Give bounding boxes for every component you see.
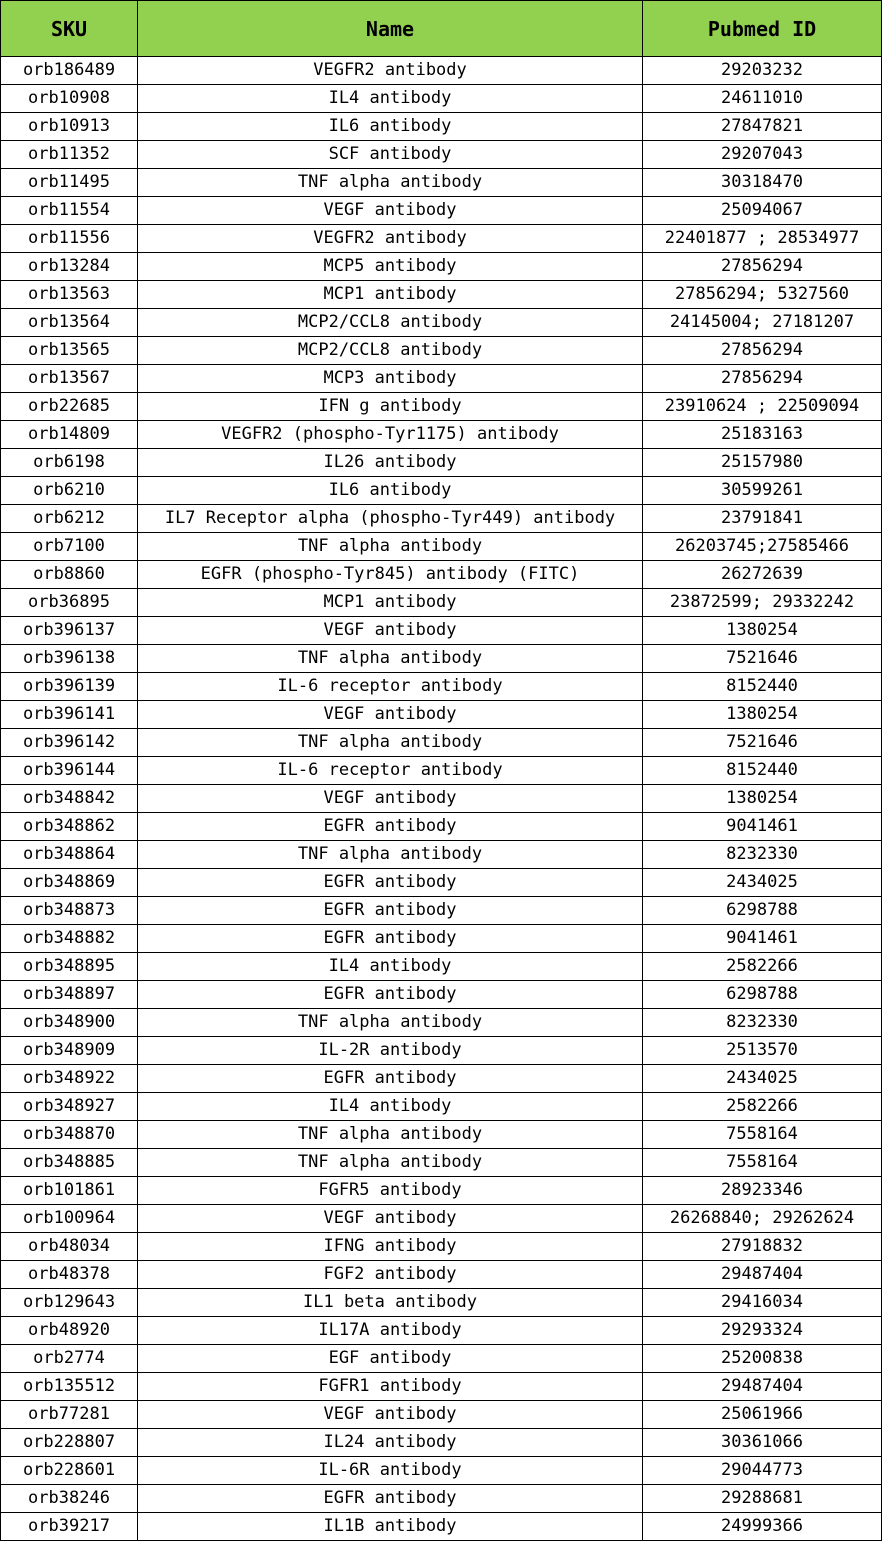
- name-cell: TNF alpha antibody: [138, 1149, 643, 1177]
- pubmed-id-cell: 25061966: [643, 1401, 882, 1429]
- pubmed-id-cell: 8232330: [643, 841, 882, 869]
- sku-cell: orb39217: [1, 1513, 138, 1541]
- table-row: [1, 1149, 882, 1177]
- sku-cell: orb186489: [1, 57, 138, 85]
- sku-cell: orb22685: [1, 393, 138, 421]
- pubmed-id-cell: 8152440: [643, 757, 882, 785]
- pubmed-id-cell: 30361066: [643, 1429, 882, 1457]
- sku-cell: orb348927: [1, 1093, 138, 1121]
- table-row: [1, 1177, 882, 1205]
- pubmed-id-cell: 29416034: [643, 1289, 882, 1317]
- table-row: [1, 981, 882, 1009]
- name-cell: EGF antibody: [138, 1345, 643, 1373]
- name-cell: MCP2/CCL8 antibody: [138, 337, 643, 365]
- sku-cell: orb396137: [1, 617, 138, 645]
- name-cell: IL7 Receptor alpha (phospho-Tyr449) antibody: [138, 505, 643, 533]
- name-cell: EGFR (phospho-Tyr845) antibody (FITC): [138, 561, 643, 589]
- pubmed-id-cell: 2513570: [643, 1037, 882, 1065]
- table-row: [1, 1009, 882, 1037]
- name-cell: SCF antibody: [138, 141, 643, 169]
- sku-cell: orb396142: [1, 729, 138, 757]
- sku-cell: orb396139: [1, 673, 138, 701]
- table-row: [1, 253, 882, 281]
- sku-cell: orb11554: [1, 197, 138, 225]
- name-cell: EGFR antibody: [138, 981, 643, 1009]
- sku-cell: orb135512: [1, 1373, 138, 1401]
- sku-cell: orb2774: [1, 1345, 138, 1373]
- table-row: [1, 897, 882, 925]
- sku-cell: orb6198: [1, 449, 138, 477]
- sku-cell: orb11556: [1, 225, 138, 253]
- table-row: [1, 925, 882, 953]
- name-cell: VEGFR2 antibody: [138, 225, 643, 253]
- pubmed-id-cell: 28923346: [643, 1177, 882, 1205]
- name-cell: IL6 antibody: [138, 113, 643, 141]
- name-cell: EGFR antibody: [138, 897, 643, 925]
- name-cell: IL4 antibody: [138, 1093, 643, 1121]
- name-cell: IFN g antibody: [138, 393, 643, 421]
- sku-cell: orb228807: [1, 1429, 138, 1457]
- name-cell: VEGF antibody: [138, 197, 643, 225]
- name-cell: IL26 antibody: [138, 449, 643, 477]
- sku-cell: orb48920: [1, 1317, 138, 1345]
- pubmed-id-cell: 24999366: [643, 1513, 882, 1541]
- pubmed-id-cell: 29044773: [643, 1457, 882, 1485]
- name-cell: VEGFR2 antibody: [138, 57, 643, 85]
- sku-cell: orb348882: [1, 925, 138, 953]
- sku-cell: orb348873: [1, 897, 138, 925]
- name-cell: MCP3 antibody: [138, 365, 643, 393]
- name-cell: VEGF antibody: [138, 617, 643, 645]
- name-cell: EGFR antibody: [138, 925, 643, 953]
- pubmed-id-cell: 2434025: [643, 1065, 882, 1093]
- pubmed-id-cell: 30599261: [643, 477, 882, 505]
- table-row: [1, 477, 882, 505]
- table-header: [1, 1, 882, 57]
- sku-cell: orb36895: [1, 589, 138, 617]
- table-row: [1, 841, 882, 869]
- sku-cell: orb396138: [1, 645, 138, 673]
- table-row: [1, 1429, 882, 1457]
- sku-cell: orb13284: [1, 253, 138, 281]
- name-cell: IL24 antibody: [138, 1429, 643, 1457]
- name-cell: IL1 beta antibody: [138, 1289, 643, 1317]
- table-row: [1, 197, 882, 225]
- sku-cell: orb348897: [1, 981, 138, 1009]
- table-row: [1, 85, 882, 113]
- pubmed-id-cell: 26268840; 29262624: [643, 1205, 882, 1233]
- pubmed-id-cell: 7558164: [643, 1121, 882, 1149]
- sku-cell: orb14809: [1, 421, 138, 449]
- sku-cell: orb6210: [1, 477, 138, 505]
- sku-cell: orb396141: [1, 701, 138, 729]
- pubmed-id-cell: 27856294: [643, 253, 882, 281]
- table-row: [1, 1457, 882, 1485]
- sku-cell: orb348842: [1, 785, 138, 813]
- table-row: [1, 1093, 882, 1121]
- table-row: [1, 729, 882, 757]
- pubmed-id-cell: 23791841: [643, 505, 882, 533]
- table-row: [1, 309, 882, 337]
- pubmed-id-cell: 8232330: [643, 1009, 882, 1037]
- table-row: [1, 589, 882, 617]
- pubmed-id-cell: 29487404: [643, 1261, 882, 1289]
- name-cell: TNF alpha antibody: [138, 841, 643, 869]
- sku-cell: orb10908: [1, 85, 138, 113]
- name-cell: VEGF antibody: [138, 1205, 643, 1233]
- name-cell: EGFR antibody: [138, 869, 643, 897]
- table-row: [1, 449, 882, 477]
- header-name: Name: [138, 1, 643, 57]
- sku-cell: orb13565: [1, 337, 138, 365]
- name-cell: IL-6 receptor antibody: [138, 673, 643, 701]
- sku-cell: orb348885: [1, 1149, 138, 1177]
- name-cell: VEGF antibody: [138, 701, 643, 729]
- table-row: [1, 645, 882, 673]
- table-row: [1, 225, 882, 253]
- sku-cell: orb11495: [1, 169, 138, 197]
- sku-cell: orb348870: [1, 1121, 138, 1149]
- sku-cell: orb6212: [1, 505, 138, 533]
- sku-cell: orb48378: [1, 1261, 138, 1289]
- table-body: [1, 57, 882, 1541]
- pubmed-id-cell: 1380254: [643, 785, 882, 813]
- sku-cell: orb7100: [1, 533, 138, 561]
- pubmed-id-cell: 24611010: [643, 85, 882, 113]
- table-row: [1, 113, 882, 141]
- pubmed-id-cell: 27856294: [643, 365, 882, 393]
- name-cell: IL4 antibody: [138, 85, 643, 113]
- name-cell: EGFR antibody: [138, 1485, 643, 1513]
- sku-cell: orb11352: [1, 141, 138, 169]
- pubmed-id-cell: 22401877 ; 28534977: [643, 225, 882, 253]
- pubmed-id-cell: 9041461: [643, 925, 882, 953]
- pubmed-id-cell: 25200838: [643, 1345, 882, 1373]
- name-cell: FGF2 antibody: [138, 1261, 643, 1289]
- name-cell: IL6 antibody: [138, 477, 643, 505]
- pubmed-id-cell: 23910624 ; 22509094: [643, 393, 882, 421]
- header-sku: SKU: [1, 1, 138, 57]
- pubmed-id-cell: 7521646: [643, 729, 882, 757]
- pubmed-id-cell: 2434025: [643, 869, 882, 897]
- table-row: [1, 1485, 882, 1513]
- pubmed-id-cell: 2582266: [643, 953, 882, 981]
- sku-cell: orb13563: [1, 281, 138, 309]
- sku-cell: orb129643: [1, 1289, 138, 1317]
- name-cell: TNF alpha antibody: [138, 1009, 643, 1037]
- name-cell: VEGFR2 (phospho-Tyr1175) antibody: [138, 421, 643, 449]
- table-row: [1, 673, 882, 701]
- name-cell: EGFR antibody: [138, 813, 643, 841]
- name-cell: IL1B antibody: [138, 1513, 643, 1541]
- table-row: [1, 617, 882, 645]
- name-cell: MCP5 antibody: [138, 253, 643, 281]
- table-row: [1, 421, 882, 449]
- name-cell: IL-6 receptor antibody: [138, 757, 643, 785]
- sku-cell: orb348900: [1, 1009, 138, 1037]
- name-cell: FGFR5 antibody: [138, 1177, 643, 1205]
- name-cell: TNF alpha antibody: [138, 1121, 643, 1149]
- sku-cell: orb13564: [1, 309, 138, 337]
- sku-cell: orb348864: [1, 841, 138, 869]
- pubmed-id-cell: 26203745;27585466: [643, 533, 882, 561]
- sku-cell: orb8860: [1, 561, 138, 589]
- pubmed-id-cell: 8152440: [643, 673, 882, 701]
- name-cell: TNF alpha antibody: [138, 645, 643, 673]
- pubmed-id-cell: 7521646: [643, 645, 882, 673]
- name-cell: IL17A antibody: [138, 1317, 643, 1345]
- pubmed-id-cell: 25183163: [643, 421, 882, 449]
- sku-cell: orb13567: [1, 365, 138, 393]
- table-row: [1, 701, 882, 729]
- pubmed-id-cell: 27918832: [643, 1233, 882, 1261]
- name-cell: FGFR1 antibody: [138, 1373, 643, 1401]
- name-cell: VEGF antibody: [138, 785, 643, 813]
- table-row: [1, 505, 882, 533]
- sku-cell: orb101861: [1, 1177, 138, 1205]
- pubmed-id-cell: 25157980: [643, 449, 882, 477]
- table-row: [1, 141, 882, 169]
- table-row: [1, 1261, 882, 1289]
- table-row: [1, 1513, 882, 1541]
- table-row: [1, 1317, 882, 1345]
- table-row: [1, 1121, 882, 1149]
- table-row: [1, 1345, 882, 1373]
- pubmed-id-cell: 30318470: [643, 169, 882, 197]
- table-row: [1, 1065, 882, 1093]
- header-pubmed-id: Pubmed ID: [643, 1, 882, 57]
- name-cell: IL-2R antibody: [138, 1037, 643, 1065]
- name-cell: VEGF antibody: [138, 1401, 643, 1429]
- table-row: [1, 281, 882, 309]
- pubmed-id-cell: 26272639: [643, 561, 882, 589]
- name-cell: IL4 antibody: [138, 953, 643, 981]
- name-cell: MCP1 antibody: [138, 589, 643, 617]
- name-cell: TNF alpha antibody: [138, 169, 643, 197]
- table-row: [1, 337, 882, 365]
- table-row: [1, 169, 882, 197]
- table-row: [1, 1205, 882, 1233]
- name-cell: TNF alpha antibody: [138, 729, 643, 757]
- table-row: [1, 57, 882, 85]
- pubmed-id-cell: 9041461: [643, 813, 882, 841]
- sku-cell: orb10913: [1, 113, 138, 141]
- sku-cell: orb228601: [1, 1457, 138, 1485]
- table-row: [1, 1233, 882, 1261]
- sku-cell: orb348862: [1, 813, 138, 841]
- table-row: [1, 869, 882, 897]
- name-cell: EGFR antibody: [138, 1065, 643, 1093]
- pubmed-id-cell: 25094067: [643, 197, 882, 225]
- pubmed-id-cell: 1380254: [643, 701, 882, 729]
- pubmed-id-cell: 27856294; 5327560: [643, 281, 882, 309]
- name-cell: IL-6R antibody: [138, 1457, 643, 1485]
- pubmed-id-cell: 29288681: [643, 1485, 882, 1513]
- name-cell: MCP2/CCL8 antibody: [138, 309, 643, 337]
- table-row: [1, 365, 882, 393]
- table-row: [1, 533, 882, 561]
- header-row: [1, 1, 882, 57]
- table-row: [1, 785, 882, 813]
- pubmed-id-cell: 29487404: [643, 1373, 882, 1401]
- pubmed-id-cell: 6298788: [643, 897, 882, 925]
- pubmed-id-cell: 29207043: [643, 141, 882, 169]
- pubmed-id-cell: 6298788: [643, 981, 882, 1009]
- name-cell: MCP1 antibody: [138, 281, 643, 309]
- name-cell: TNF alpha antibody: [138, 533, 643, 561]
- table-row: [1, 757, 882, 785]
- sku-cell: orb100964: [1, 1205, 138, 1233]
- pubmed-id-cell: 2582266: [643, 1093, 882, 1121]
- pubmed-id-cell: 29203232: [643, 57, 882, 85]
- pubmed-id-cell: 29293324: [643, 1317, 882, 1345]
- sku-cell: orb348869: [1, 869, 138, 897]
- table-row: [1, 953, 882, 981]
- table-row: [1, 1289, 882, 1317]
- sku-cell: orb396144: [1, 757, 138, 785]
- sku-cell: orb48034: [1, 1233, 138, 1261]
- table-row: [1, 393, 882, 421]
- pubmed-id-cell: 27856294: [643, 337, 882, 365]
- pubmed-id-cell: 1380254: [643, 617, 882, 645]
- name-cell: IFNG antibody: [138, 1233, 643, 1261]
- sku-cell: orb38246: [1, 1485, 138, 1513]
- table-row: [1, 1373, 882, 1401]
- sku-cell: orb77281: [1, 1401, 138, 1429]
- pubmed-id-cell: 27847821: [643, 113, 882, 141]
- table-row: [1, 1401, 882, 1429]
- sku-cell: orb348909: [1, 1037, 138, 1065]
- table-row: [1, 561, 882, 589]
- sku-cell: orb348922: [1, 1065, 138, 1093]
- sku-cell: orb348895: [1, 953, 138, 981]
- pubmed-id-cell: 23872599; 29332242: [643, 589, 882, 617]
- table-row: [1, 1037, 882, 1065]
- pubmed-id-cell: 24145004; 27181207: [643, 309, 882, 337]
- pubmed-id-cell: 7558164: [643, 1149, 882, 1177]
- table-row: [1, 813, 882, 841]
